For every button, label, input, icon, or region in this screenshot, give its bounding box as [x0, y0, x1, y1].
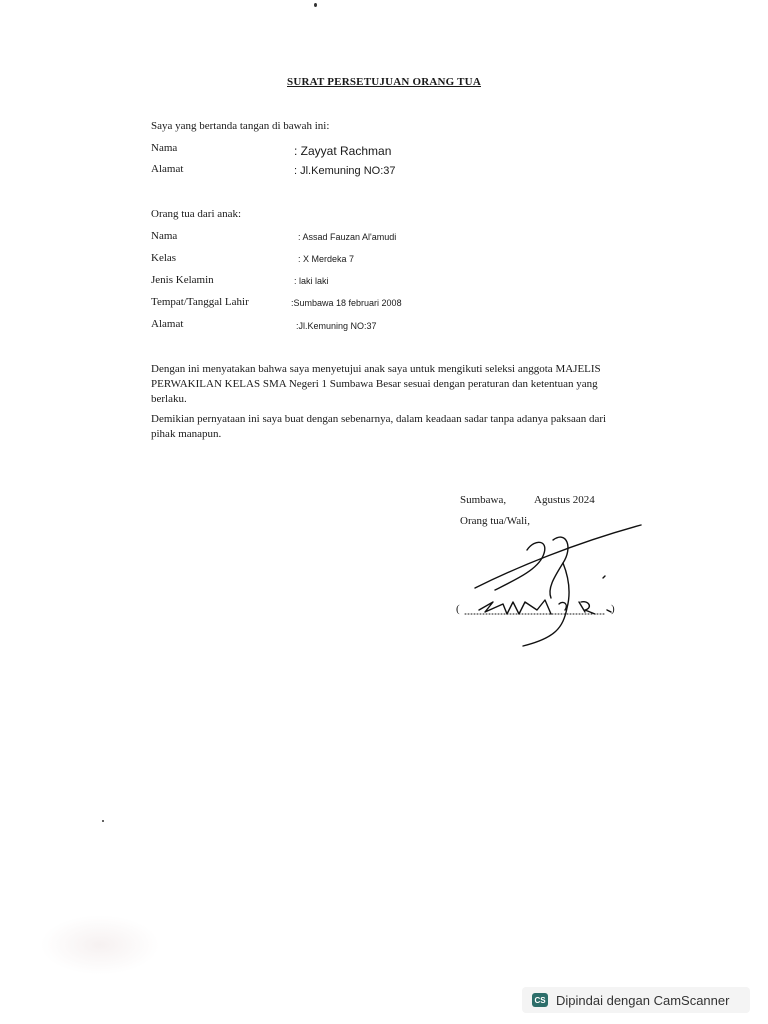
child-address-value: :Jl.Kemuning NO:37 [296, 321, 377, 331]
child-gender-label: Jenis Kelamin [151, 274, 214, 286]
handwritten-signature [455, 518, 655, 658]
document-title: SURAT PERSETUJUAN ORANG TUA [287, 76, 481, 88]
camscanner-badge [522, 987, 750, 1013]
camscanner-label: Dipindai dengan CamScanner [556, 992, 730, 1008]
statement-paragraph: Dengan ini menyatakan bahwa saya menyetujui anak saya untuk mengikuti seleksi anggota MAJELIS PERWAKILAN KELAS SMA Negeri 1 Sumbawa Besar sesuai dengan peraturan dan ketentuan yang berlaku. [151, 363, 601, 405]
parent-name-value: : Zayyat Rachman [294, 144, 392, 158]
child-class-label: Kelas [151, 252, 177, 264]
child-address-label: Alamat [151, 318, 184, 330]
intro-text: Saya yang bertanda tangan di bawah ini: [151, 120, 330, 132]
signature-bracket-close: ) [611, 603, 615, 615]
child-name-label: Nama [151, 230, 178, 242]
signature-role: Orang tua/Wali, [460, 515, 530, 527]
signature-bracket-open: ( [456, 603, 460, 615]
child-birth-value: :Sumbawa 18 februari 2008 [291, 298, 402, 308]
signature-place: Sumbawa, [460, 494, 507, 506]
child-gender-value: : laki laki [294, 276, 329, 286]
scan-smudge [40, 915, 160, 975]
child-name-value: : Assad Fauzan Al'amudi [298, 232, 397, 242]
parent-address-value: : Jl.Kemuning NO:37 [294, 165, 396, 177]
signature-date: Agustus 2024 [534, 494, 595, 506]
parent-name-label: Nama [151, 142, 178, 154]
camscanner-logo-icon: CS [532, 993, 548, 1007]
closing-paragraph: Demikian pernyataan ini saya buat dengan sebenarnya, dalam keadaan sadar tanpa adanya paksaan dari pihak manapun. [151, 413, 607, 440]
scan-speck [314, 3, 317, 7]
child-birth-label: Tempat/Tanggal Lahir [151, 296, 249, 308]
child-intro-text: Orang tua dari anak: [151, 208, 242, 220]
parent-address-label: Alamat [151, 163, 184, 175]
scan-speck [102, 820, 104, 822]
child-class-value: : X Merdeka 7 [298, 254, 355, 264]
